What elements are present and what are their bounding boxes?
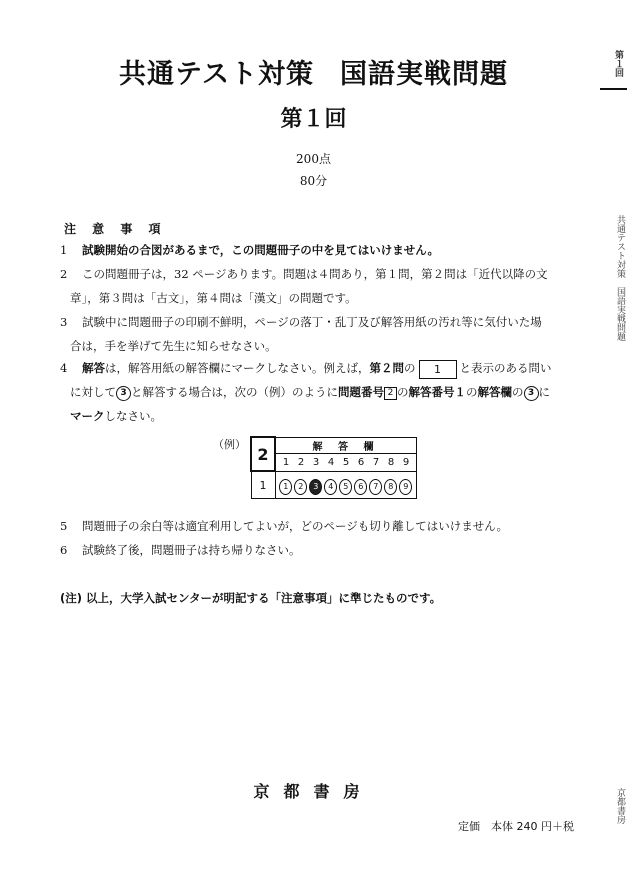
note-text-cont: 合は，手を挙げて先生に知らせなさい。 — [70, 339, 277, 353]
side-rule — [600, 88, 627, 90]
digit-header-5: 5 — [342, 456, 350, 468]
points-label: 200点 — [296, 152, 331, 166]
notes-heading: 注 意 事 項 — [64, 222, 167, 236]
note-text: の — [512, 385, 524, 399]
digit-header-7: 7 — [372, 456, 380, 468]
note-text: の — [397, 385, 409, 399]
note-text: と解答する場合は，次の（例）のように — [131, 385, 338, 399]
answer-column-header: 解 答 欄 — [275, 437, 417, 453]
note-number: 5 — [60, 519, 68, 533]
digit-header-4: 4 — [327, 456, 335, 468]
note-number: 4 — [60, 361, 68, 375]
side-round-label: 第１回 — [613, 50, 623, 77]
note-number: 3 — [60, 315, 68, 329]
example-label: （例） — [213, 438, 246, 451]
note-number: 1 — [60, 243, 68, 257]
answer-bubble-2: 2 — [294, 479, 307, 495]
title-part2: 国語実戦問題 — [339, 59, 508, 90]
note-2 — [60, 262, 580, 310]
bold-text: 解答番号１ — [408, 385, 466, 399]
note-text-cont: 章」，第３問は「古文」，第４問は「漢文」の問題です。 — [70, 291, 357, 305]
digit-header-2: 2 — [297, 456, 305, 468]
title-part1: 共通テスト対策 — [119, 59, 314, 90]
note-5 — [60, 514, 580, 538]
price: 定価 本体 240 円＋税 — [458, 820, 574, 833]
note-text: の — [404, 361, 416, 375]
digit-header-6: 6 — [357, 456, 365, 468]
problem-number-cell: 2 — [251, 437, 275, 471]
note-text: に — [538, 385, 550, 399]
digit-header-9: 9 — [402, 456, 410, 468]
bold-text: 解答欄 — [477, 385, 512, 399]
footnote: (注) 以上，大学入試センターが明記する「注意事項」に準じたものです。 — [60, 591, 442, 605]
digit-headers — [279, 457, 414, 468]
answer-bubble-8: 8 — [384, 479, 397, 495]
note-6 — [60, 538, 580, 562]
answer-number-box: 1 — [419, 360, 457, 379]
bold-text: 第２問 — [369, 361, 404, 375]
digit-header-1: 1 — [282, 456, 290, 468]
answer-bubble-7: 7 — [369, 479, 382, 495]
circled-number: 3 — [524, 386, 539, 401]
circled-number: 3 — [116, 386, 131, 401]
answer-bubble-1: 1 — [279, 479, 292, 495]
page-title — [0, 52, 627, 91]
side-publisher: 京都書房 — [615, 788, 625, 824]
digit-header-3: 3 — [312, 456, 320, 468]
answer-bubbles — [278, 474, 413, 493]
publisher: 京都書房 — [253, 782, 374, 801]
note-text: しなさい。 — [104, 409, 162, 423]
note-text: 試験終了後，問題冊子は持ち帰りなさい。 — [82, 543, 301, 557]
bold-text: 問題番号 — [338, 385, 384, 399]
note-text: は，解答用紙の解答欄にマークしなさい。例えば， — [105, 361, 370, 375]
answer-bubble-6: 6 — [354, 479, 367, 495]
round-label: 第１回 — [280, 107, 347, 132]
digit-header-8: 8 — [387, 456, 395, 468]
note-text: に対して — [70, 385, 116, 399]
note-text: 試験開始の合図があるまで，この問題冊子の中を見てはいけません。 — [82, 243, 439, 257]
note-4 — [60, 356, 580, 428]
note-text: 試験中に問題冊子の印刷不鮮明，ページの落丁・乱丁及び解答用紙の汚れ等に気付いた場 — [82, 315, 542, 329]
answer-bubble-3: 3 — [309, 479, 322, 495]
bold-text: 解答 — [82, 361, 105, 375]
note-number: 6 — [60, 543, 68, 557]
answer-number-cell: 1 — [251, 471, 275, 499]
answer-bubble-5: 5 — [339, 479, 352, 495]
squared-number: 2 — [384, 387, 397, 400]
note-text: の — [466, 385, 478, 399]
bold-text: マーク — [70, 409, 105, 423]
note-number: 2 — [60, 267, 68, 281]
time-label: 80分 — [299, 174, 328, 188]
example-answer-sheet — [250, 436, 417, 499]
note-1 — [60, 238, 580, 262]
note-text: と表示のある問い — [459, 361, 552, 375]
side-spine-title: 共通テスト対策 国語実戦問題 — [615, 215, 625, 341]
answer-bubble-9: 9 — [399, 479, 412, 495]
note-text: 問題冊子の余白等は適宜利用してよいが，どのページも切り離してはいけません。 — [82, 519, 508, 533]
note-3 — [60, 310, 580, 358]
answer-bubble-4: 4 — [324, 479, 337, 495]
bubble-row — [275, 471, 417, 499]
digit-header-row — [275, 453, 417, 471]
note-text: この問題冊子は，32 ページあります。問題は４問あり，第１問，第２問は「近代以降の文 — [82, 267, 548, 281]
